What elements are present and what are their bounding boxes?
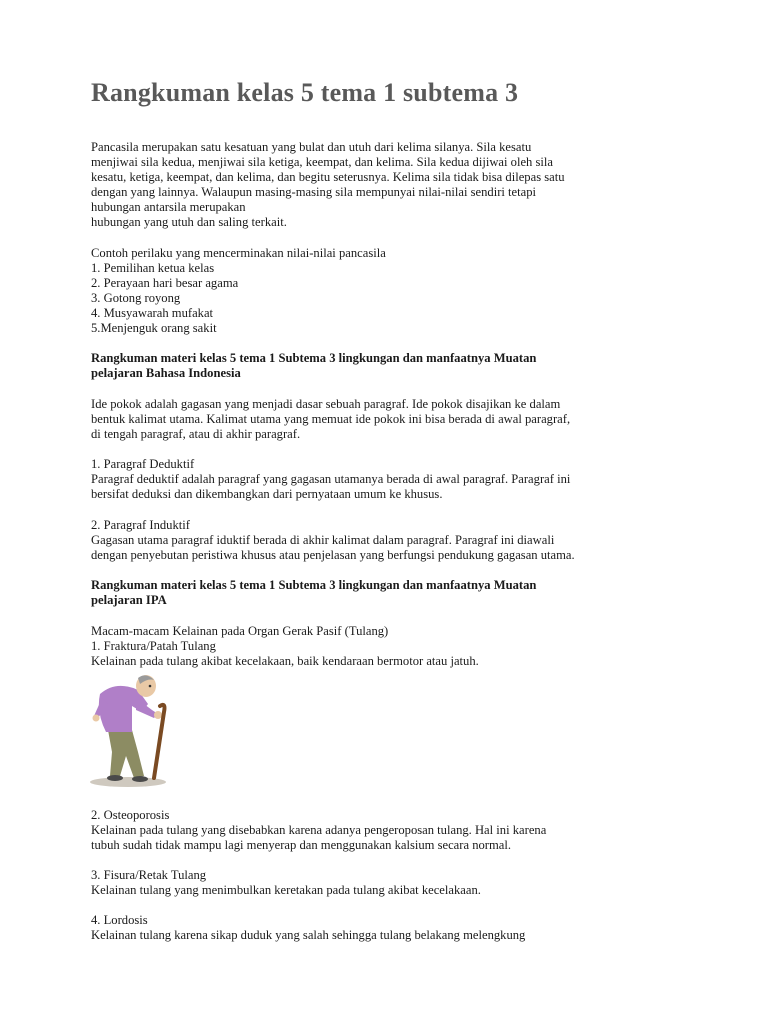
paragraph-line: Kelainan tulang karena sikap duduk yang salah sehingga tulang belakang melengkung bbox=[91, 928, 526, 942]
paragraph-line: Kelainan tulang yang menimbulkan keretakan pada tulang akibat kecelakaan. bbox=[91, 883, 481, 897]
paragraph-line: bentuk kalimat utama. Kalimat utama yang memuat ide pokok ini bisa berada di awal paragraf, bbox=[91, 412, 571, 426]
paragraph-line: menjiwai sila kedua, menjiwai sila ketiga, keempat, dan kelima. Sila kedua dijiwai oleh sila bbox=[91, 155, 553, 169]
paragraph-line: Paragraf deduktif adalah paragraf yang gagasan utamanya berada di awal paragraf. Paragraf ini bbox=[91, 472, 571, 486]
paragraph-line: Pancasila merupakan satu kesatuan yang bulat dan utuh dari kelima silanya. Sila kesatu bbox=[91, 140, 532, 154]
paragraph-line: 4. Musyawarah mufakat bbox=[91, 306, 214, 320]
paragraph-line: Gagasan utama paragraf iduktif berada di akhir kalimat dalam paragraf. Paragraf ini diawali bbox=[91, 533, 555, 547]
paragraph-line: 2. Paragraf Induktif bbox=[91, 518, 190, 532]
section-heading-line: pelajaran IPA bbox=[91, 593, 167, 607]
paragraph-line: 5.Menjenguk orang sakit bbox=[91, 321, 217, 335]
paragraph-line: Kelainan pada tulang akibat kecelakaan, baik kendaraan bermotor atau jatuh. bbox=[91, 654, 479, 668]
paragraph-line: kesatu, ketiga, keempat, dan kelima, dan begitu seterusnya. Kelima sila tidak bisa dilepas satu bbox=[91, 170, 565, 184]
paragraph-line: tubuh sudah tidak mampu lagi menyerap dan menggunakan kalsium secara normal. bbox=[91, 838, 512, 852]
paragraph-line: 4. Lordosis bbox=[91, 913, 148, 927]
paragraph-line: dengan penyebutan peristiwa khusus atau penjelasan yang berfungsi pendukung gagasan utama. bbox=[91, 548, 575, 562]
paragraph-line: hubungan antarsila merupakan bbox=[91, 200, 246, 214]
paragraph-line: Kelainan pada tulang yang disebabkan karena adanya pengeroposan tulang. Hal ini karena bbox=[91, 823, 547, 837]
old-man-with-cane-icon bbox=[86, 672, 176, 790]
paragraph-line: 1. Pemilihan ketua kelas bbox=[91, 261, 215, 275]
section-heading-line: pelajaran Bahasa Indonesia bbox=[91, 366, 241, 380]
paragraph-line: Macam-macam Kelainan pada Organ Gerak Pasif (Tulang) bbox=[91, 624, 389, 638]
page-title: Rangkuman kelas 5 tema 1 subtema 3 bbox=[91, 78, 519, 107]
paragraph-line: 1. Paragraf Deduktif bbox=[91, 457, 195, 471]
paragraph-line: bersifat deduksi dan dikembangkan dari pernyataan umum ke khusus. bbox=[91, 487, 443, 501]
paragraph-line: 3. Gotong royong bbox=[91, 291, 181, 305]
paragraph-line: 3. Fisura/Retak Tulang bbox=[91, 868, 207, 882]
paragraph-line: dengan yang lainnya. Walaupun masing-masing sila mempunyai nilai-nilai sendiri tetapi bbox=[91, 185, 537, 199]
paragraph-line: 2. Perayaan hari besar agama bbox=[91, 276, 239, 290]
section-heading-line: Rangkuman materi kelas 5 tema 1 Subtema 3 lingkungan dan manfaatnya Muatan bbox=[91, 351, 537, 365]
paragraph-line: 2. Osteoporosis bbox=[91, 808, 170, 822]
paragraph-line: Ide pokok adalah gagasan yang menjadi dasar sebuah paragraf. Ide pokok disajikan ke dalam bbox=[91, 397, 561, 411]
paragraph-line: Contoh perilaku yang mencerminakan nilai-nilai pancasila bbox=[91, 246, 386, 260]
paragraph-line: di tengah paragraf, atau di akhir paragraf. bbox=[91, 427, 301, 441]
section-heading-line: Rangkuman materi kelas 5 tema 1 Subtema 3 lingkungan dan manfaatnya Muatan bbox=[91, 578, 537, 592]
paragraph-line: 1. Fraktura/Patah Tulang bbox=[91, 639, 216, 653]
paragraph-line: hubungan yang utuh dan saling terkait. bbox=[91, 215, 287, 229]
